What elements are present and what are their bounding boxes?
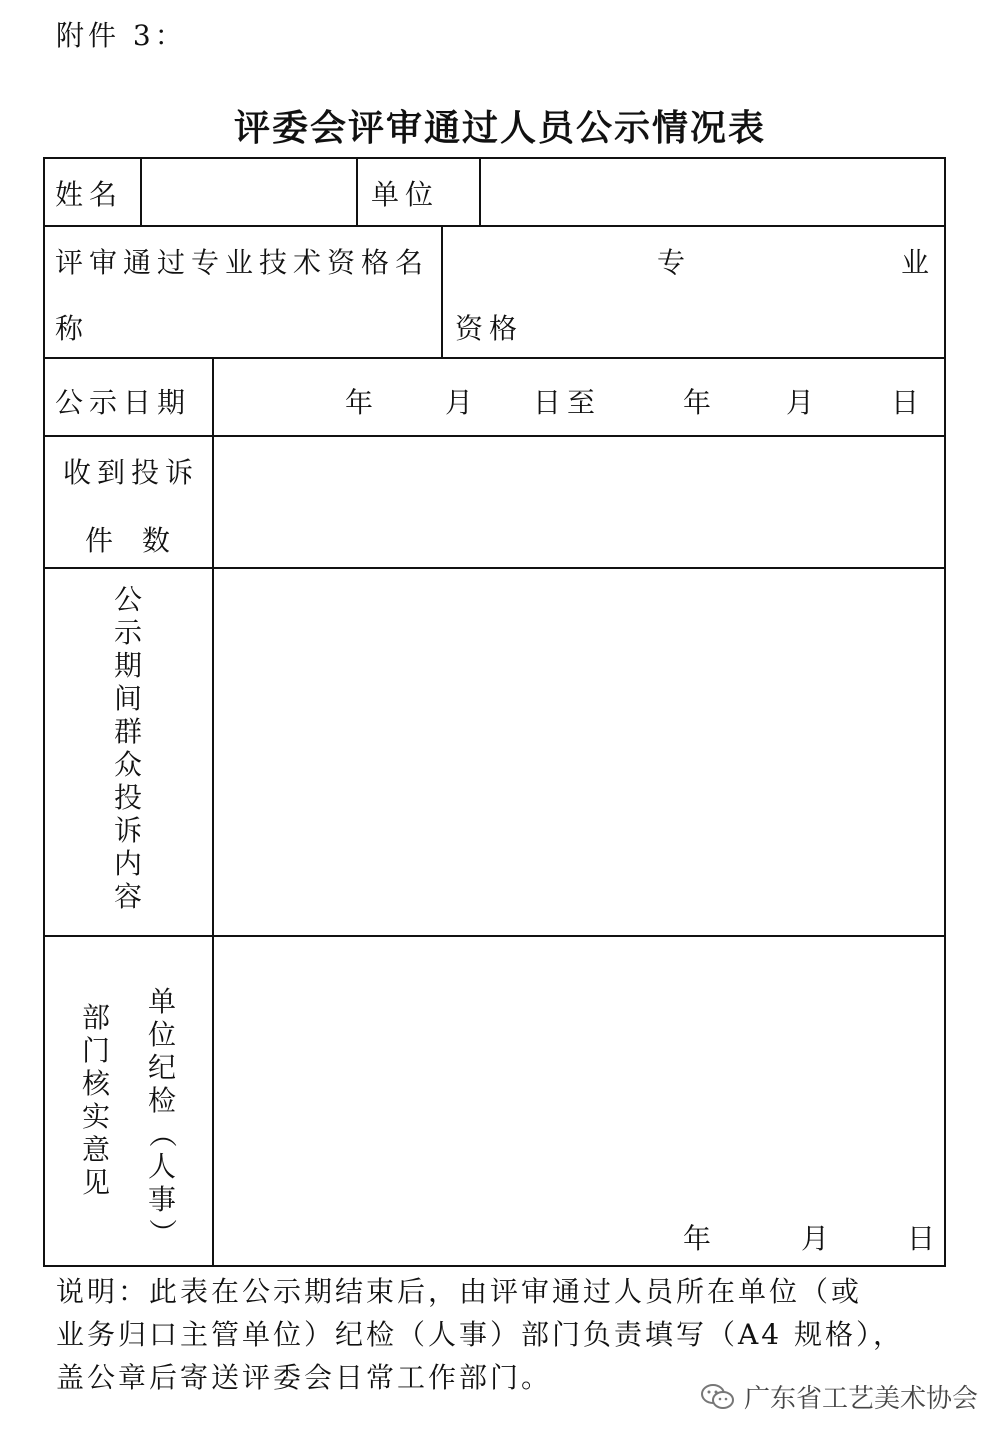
verify-label-dept: 部 门 核 实 意 见 (81, 1001, 110, 1199)
profession-label-b: 业 (901, 246, 936, 279)
watermark (700, 1378, 978, 1415)
note-line: 盖公章后寄送评委会日常工作部门。 (56, 1361, 553, 1394)
date-day-2: 日 (891, 386, 926, 419)
date-label: 公示日期 (55, 386, 192, 419)
complaint-content-label: 公 示 期 间 群 众 投 诉 内 容 (113, 583, 142, 913)
publicity-table (43, 157, 946, 1267)
complaints-count-label: 收到投诉 (63, 456, 200, 489)
watermark-text: 广东省工艺美术协会 (744, 1384, 979, 1414)
profession-label-a: 专 (657, 246, 692, 279)
complaints-count-label-cont: 件 数 (85, 524, 180, 557)
col-divider (140, 159, 142, 225)
row-divider (45, 567, 944, 569)
qualification-label: 评审通过专业技术资格名 (55, 246, 430, 279)
col-divider (356, 159, 358, 225)
col-divider (479, 159, 481, 225)
col-divider (212, 357, 214, 1267)
note-line: 说明：此表在公示期结束后，由评审通过人员所在单位（或 (56, 1275, 863, 1308)
name-label: 姓名 (55, 178, 124, 211)
date-month-1: 月 (445, 386, 480, 419)
qualification-label-cont: 称 (55, 312, 90, 345)
date-day-to: 日至 (533, 386, 602, 419)
row-divider (45, 357, 944, 359)
date-year-2: 年 (683, 386, 718, 419)
date-month-2: 月 (786, 386, 821, 419)
verify-label-unit: 单 位 纪 检 （ 人 事 ） (145, 985, 179, 1247)
unit-label: 单位 (371, 178, 440, 211)
col-divider (441, 225, 443, 357)
date-year-1: 年 (345, 386, 380, 419)
row-divider (45, 935, 944, 937)
page-title: 评委会评审通过人员公示情况表 (233, 107, 766, 149)
wechat-icon (700, 1382, 736, 1412)
row-divider (45, 435, 944, 437)
attachment-label: 附件 3： (56, 19, 187, 52)
profession-label-c: 资格 (455, 312, 524, 345)
note-line: 业务归口主管单位）纪检（人事）部门负责填写（A4 规格）， (56, 1318, 904, 1351)
sign-day: 日 (907, 1222, 942, 1255)
sign-month: 月 (801, 1222, 836, 1255)
row-divider (45, 225, 944, 227)
sign-year: 年 (683, 1222, 718, 1255)
